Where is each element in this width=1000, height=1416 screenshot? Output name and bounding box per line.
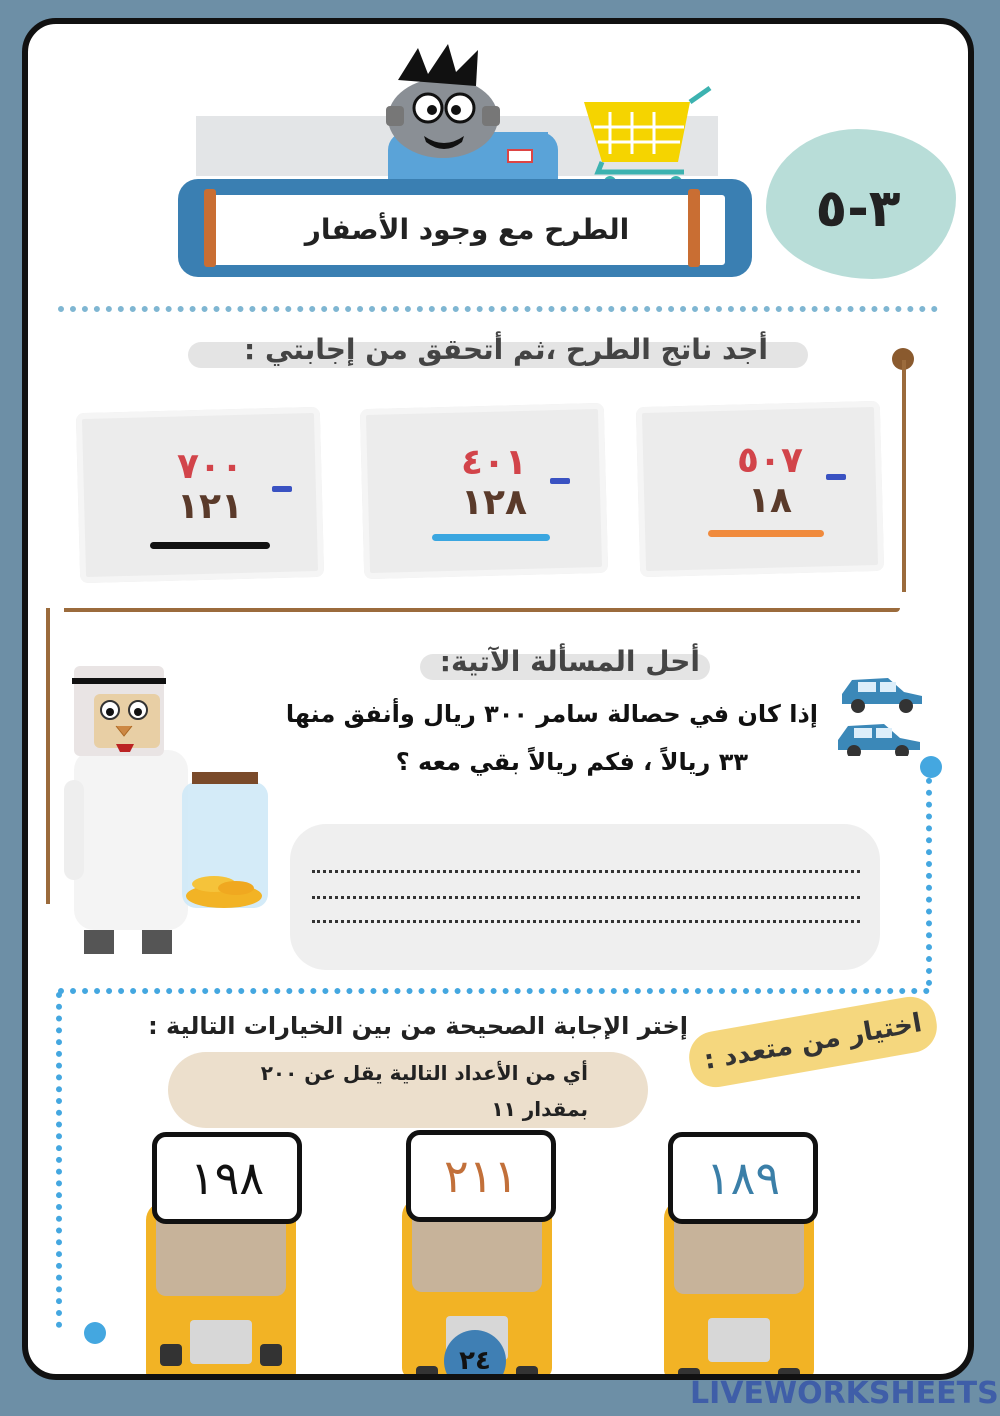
word-problem-line: إذا كان في حصالة سامر ٣٠٠ ريال وأنفق منها: [285, 700, 818, 728]
dotted-connector: [58, 988, 930, 994]
bus-wheel: [260, 1344, 282, 1366]
subtrahend: ١٢٨: [461, 482, 527, 523]
mascot-icon: [358, 40, 578, 200]
man-with-jar-icon: [64, 660, 274, 960]
answer-line[interactable]: [312, 920, 860, 923]
dotted-connector: [926, 766, 932, 986]
bus-grill: [190, 1320, 252, 1364]
answer-option-2[interactable]: ٢١١: [406, 1130, 556, 1222]
minus-sign: [550, 478, 570, 484]
answer-underline: [150, 542, 270, 549]
bus-grill: [708, 1318, 770, 1362]
watermark: LIVEWORKSHEETS: [690, 1376, 999, 1411]
bus-window: [156, 1212, 286, 1296]
dotted-divider: [58, 306, 938, 312]
bus-wheel: [516, 1366, 538, 1380]
question-line: بمقدار ١١: [491, 1097, 588, 1121]
bus-wheel: [416, 1366, 438, 1380]
exercise3-instruction: إختر الإجابة الصحيحة من بين الخيارات التالية :: [148, 1012, 688, 1040]
exercise2-title: أحل المسألة الآتية:: [439, 645, 700, 678]
minuend: ٧٠٠: [177, 446, 243, 487]
question-line: أي من الأعداد التالية يقل عن ٢٠٠: [260, 1061, 588, 1085]
subtrahend: ١٢١: [177, 486, 243, 527]
minuend: ٤٠١: [461, 442, 527, 483]
connector-line: [46, 608, 50, 904]
mcq-label: اختيار من متعدد :: [685, 993, 941, 1092]
worksheet-page: [22, 18, 974, 1380]
answer-option-3[interactable]: ١٩٨: [152, 1132, 302, 1224]
answer-line[interactable]: [312, 870, 860, 873]
connector-dot: [84, 1322, 106, 1344]
answer-line[interactable]: [312, 896, 860, 899]
dotted-connector: [56, 992, 62, 1328]
minuend: ٥٠٧: [737, 440, 803, 481]
word-problem-line: ٣٣ ريالاً ، فكم ريالاً بقي معه ؟: [395, 748, 748, 776]
subtrahend: ١٨: [748, 480, 792, 521]
shopping-cart-icon: [580, 82, 730, 192]
bus-wheel: [160, 1344, 182, 1366]
lesson-number: ٣-٥: [815, 179, 901, 239]
lesson-title: الطرح مع وجود الأصفار: [304, 212, 630, 246]
connector-line: [902, 360, 906, 592]
cars-icon: [834, 664, 930, 756]
minus-sign: [272, 486, 292, 492]
page-number: ٢٤: [444, 1330, 506, 1380]
answer-option-1[interactable]: ١٨٩: [668, 1132, 818, 1224]
connector-line: [64, 608, 900, 612]
minus-sign: [826, 474, 846, 480]
answer-underline: [432, 534, 550, 541]
exercise1-instruction: أجد ناتج الطرح ،ثم أتحقق من إجابتي :: [244, 333, 768, 366]
answer-underline: [708, 530, 824, 537]
